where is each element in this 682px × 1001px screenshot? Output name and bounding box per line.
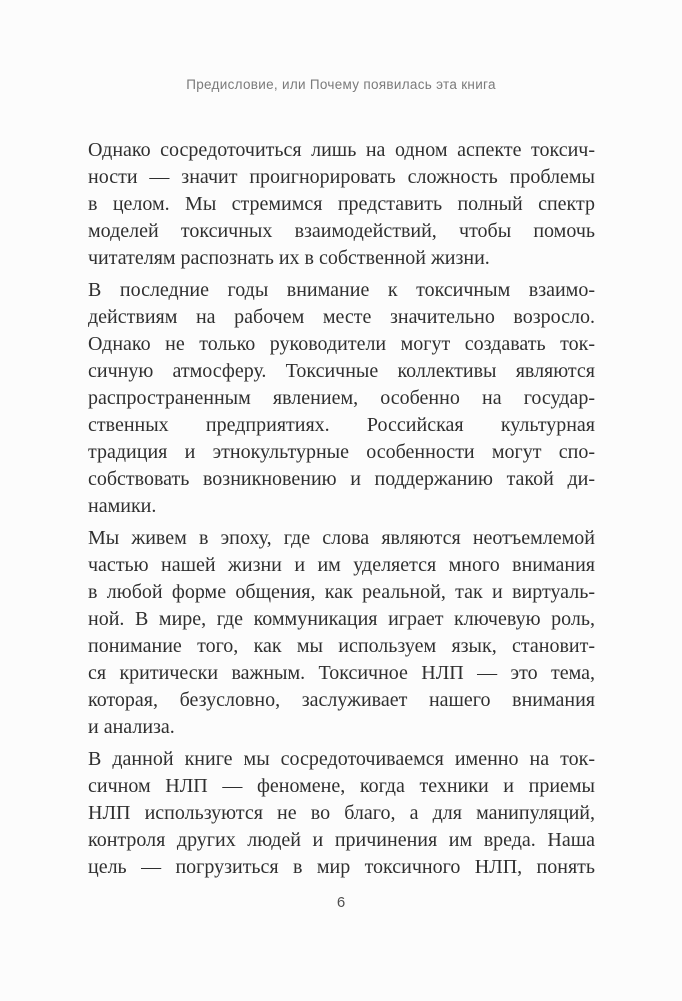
text-line: ственных предприятиях. Российская культурная <box>88 414 595 436</box>
text-line: частью нашей жизни и им уделяется много внимания <box>88 554 595 576</box>
text-line: которая, безусловно, заслуживает нашего внимания <box>88 689 595 711</box>
paragraph <box>88 525 595 741</box>
text-line: понимание того, как мы используем язык, становит- <box>88 635 595 657</box>
text-line: ся критически важным. Токсичное НЛП — это тема, <box>88 662 595 684</box>
text-line: традиция и этнокультурные особенности могут спо- <box>88 441 595 463</box>
text-line: намики. <box>88 495 157 517</box>
paragraph <box>88 746 595 881</box>
text-line: НЛП используются не во благо, а для манипуляций, <box>88 802 595 824</box>
text-line: Однако сосредоточиться лишь на одном аспекте токсич- <box>88 139 595 161</box>
text-line: собствовать возникновению и поддержанию такой ди- <box>88 468 595 490</box>
text-line: и анализа. <box>88 716 175 738</box>
text-line: в любой форме общения, как реальной, так и виртуаль- <box>88 581 595 603</box>
text-line: ной. В мире, где коммуникация играет ключевую роль, <box>88 608 595 630</box>
text-line: ности — значит проигнорировать сложность проблемы <box>88 166 595 188</box>
text-column <box>88 137 595 881</box>
text-line: контроля других людей и причинения им вреда. Наша <box>88 829 595 851</box>
text-line: в целом. Мы стремимся представить полный спектр <box>88 193 595 215</box>
text-line: сичную атмосферу. Токсичные коллективы являются <box>88 360 595 382</box>
text-line: Однако не только руководители могут создавать ток- <box>88 333 595 355</box>
text-line: распространенным явлением, особенно на государ- <box>88 387 595 409</box>
paragraph <box>88 277 595 520</box>
text-line: моделей токсичных взаимодействий, чтобы помочь <box>88 220 595 242</box>
text-line: В данной книге мы сосредоточиваемся именно на ток- <box>88 748 595 770</box>
text-line: читателям распознать их в собственной жизни. <box>88 247 490 269</box>
running-header: Предисловие, или Почему появилась эта книга <box>186 77 496 92</box>
text-line: цель — погрузиться в мир токсичного НЛП, понять <box>88 856 595 878</box>
page-number: 6 <box>336 894 346 911</box>
text-line: действиям на рабочем месте значительно возросло. <box>88 306 595 328</box>
text-line: В последние годы внимание к токсичным взаимо- <box>88 279 595 301</box>
paragraph <box>88 137 595 272</box>
text-line: Мы живем в эпоху, где слова являются неотъемлемой <box>88 527 595 549</box>
text-line: сичном НЛП — феномене, когда техники и приемы <box>88 775 595 797</box>
